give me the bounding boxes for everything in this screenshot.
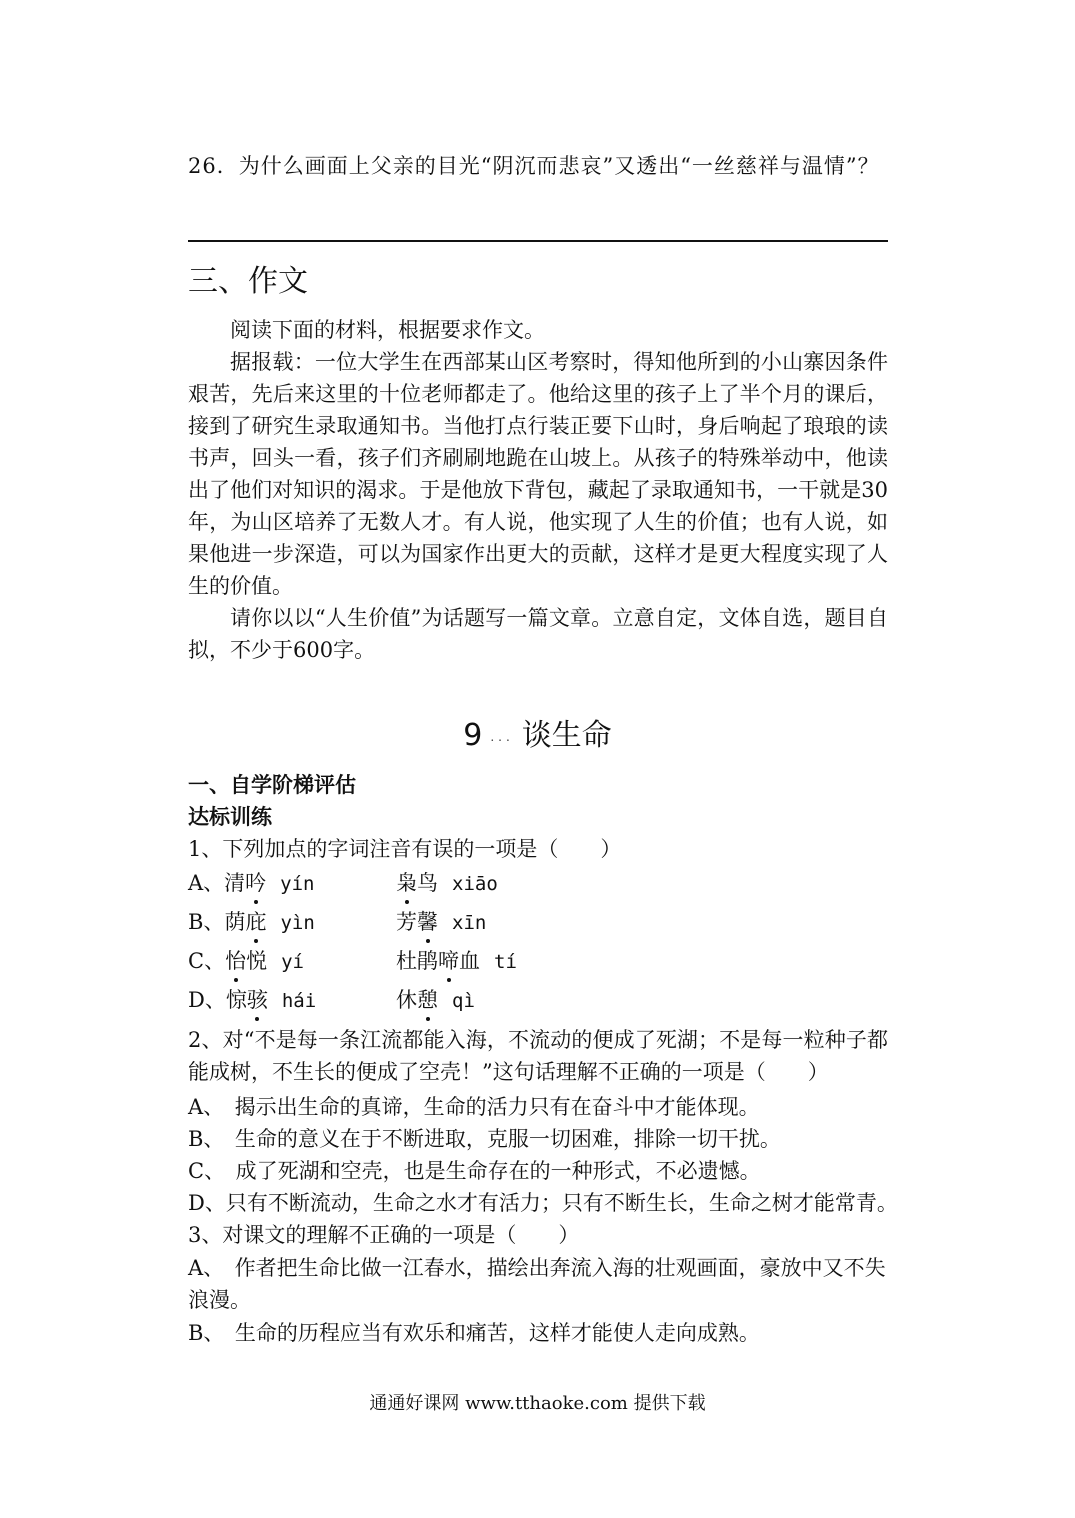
- composition-prompt: [188, 314, 888, 666]
- emphasis-dot: 骇: [247, 985, 268, 1015]
- emphasis-dot: 怡: [225, 946, 246, 976]
- emphasis-dot: 枭: [396, 868, 417, 898]
- emphasis-dot: 庇: [245, 907, 266, 937]
- q3-option-a: A、 作者把生命比做一江春水，描绘出奔流入海的壮观画面，豪放中又不失浪漫。: [188, 1256, 886, 1312]
- lesson-name: 谈生命: [521, 718, 612, 753]
- question-26: 26．为什么画面上父亲的目光“阴沉而悲哀”又透出“一丝慈祥与温情”？: [188, 154, 880, 178]
- q2-option-b: B、 生命的意义在于不断进取，克服一切困难，排除一切干扰。: [188, 1127, 781, 1151]
- lesson-title: [0, 716, 1075, 757]
- emphasis-dot: 啼: [438, 946, 459, 976]
- lesson-number: 9: [463, 718, 483, 753]
- lesson-dots: ...: [490, 730, 514, 744]
- essay-paragraph-3: 请你以以“人生价值”为话题写一篇文章。立意自定，文体自选，题目自拟，不少于600字。: [188, 606, 888, 662]
- subsection-training-title: 达标训练: [188, 804, 272, 829]
- question-2-stem: 2、对“不是每一条江流都能入海，不流动的便成了死湖；不是每一粒种子都能成树，不生长的便成了空壳！”这句话理解不正确的一项是（ ）: [188, 1028, 888, 1084]
- page-footer: 通通好课网 www.tthaoke.com 提供下载: [369, 1393, 706, 1414]
- essay-paragraph-1: 阅读下面的材料，根据要求作文。: [230, 318, 545, 342]
- q2-option-c: C、 成了死湖和空壳，也是生命存在的一种形式，不必遗憾。: [188, 1159, 761, 1183]
- q2-option-a: A、 揭示出生命的真谛，生命的活力只有在奋斗中才能体现。: [188, 1095, 760, 1119]
- emphasis-dot: 吟: [245, 868, 266, 898]
- question-1-stem: 1、下列加点的字词注音有误的一项是（ ）: [188, 837, 622, 861]
- q3-option-b: B、 生命的历程应当有欢乐和痛苦，这样才能使人走向成熟。: [188, 1321, 760, 1345]
- section-self-study-title: 一、自学阶梯评估: [188, 772, 356, 797]
- emphasis-dot: 憩: [417, 985, 438, 1015]
- answer-line: [188, 240, 888, 242]
- q2-option-d: D、只有不断流动，生命之水才有活力；只有不断生长，生命之树才能常青。: [188, 1191, 898, 1215]
- section-composition-title: 三、作文: [188, 264, 308, 299]
- emphasis-dot: 馨: [417, 907, 438, 937]
- document-page: 26．为什么画面上父亲的目光“阴沉而悲哀”又透出“一丝慈祥与温情”？ 三、作文 阅读下面的材料，根据要求作文。 据报载：一位大学生在西部某山区考察时，得知他所到的小山寨因条件艰苦，先后来这里的十位老师都走了。他给这里的孩子上了半个月的课后，接到了研究生录取通知书。当他打点行装正要下山时，身后响起了琅琅的读书声，回头一看，孩子们齐刷刷地跪在山坡上。从孩子的特殊举动中，他读出了他们对知识的渴求。于是他放下背包，藏起了录取通知书，一干就是30年，为山区培养了无数人才。有人说，他实现了人生的价值；也有人说，如果他进一步深造，可以为国家作出更大的贡献，这样才是更大程度实现了人生的价值。 请你以以“人生价值”为话题写一篇文章。立意自定，文体自选，题目自拟，不少于600字。 9 ... 谈生命 一、自学阶梯评估 达标训练 1、下列加点的字词注音有误的一项是（ ） A、清吟 yín 枭鸟 xiāo B、荫庇 yìn 芳馨 xīn C、怡悦 yí 杜鹃啼血 tí D、惊骇 hái 休憩 qì 2、对“不是每一条江流都能入海，不流动的便成了死湖；不是每一粒种子都能成树，不生长的便成了空壳！”这句话理解不正确的一项是（ ） A、 揭示出生命的真谛，生命的活力只有在奋斗中才能体现。 B、 生命的意义在于不断进取，克服一切困难，排除一切干扰。 C、 成了死湖和空壳，也是生命存在的一种形式，不必遗憾。 D、只有不断流动，生命之水才有活力；只有不断生长，生命之树才能常青。 3、对课文的理解不正确的一项是（ ） A、 作者把生命比做一江春水，描绘出奔流入海的壮观画面，豪放中又不失浪漫。 B、 生命的历程应当有欢乐和痛苦，这样才能使人走向成熟。 通通好课网 www.tthaoke.com 提供下载: [0, 0, 1075, 1518]
- question-3-stem: 3、对课文的理解不正确的一项是（ ）: [188, 1223, 580, 1247]
- essay-paragraph-2: 据报载：一位大学生在西部某山区考察时，得知他所到的小山寨因条件艰苦，先后来这里的十位老师都走了。他给这里的孩子上了半个月的课后，接到了研究生录取通知书。当他打点行装正要下山时，身后响起了琅琅的读书声，回头一看，孩子们齐刷刷地跪在山坡上。从孩子的特殊举动中，他读出了他们对知识的渴求。于是他放下背包，藏起了录取通知书，一干就是30年，为山区培养了无数人才。有人说，他实现了人生的价值；也有人说，如果他进一步深造，可以为国家作出更大的贡献，这样才是更大程度实现了人生的价值。: [188, 350, 888, 598]
